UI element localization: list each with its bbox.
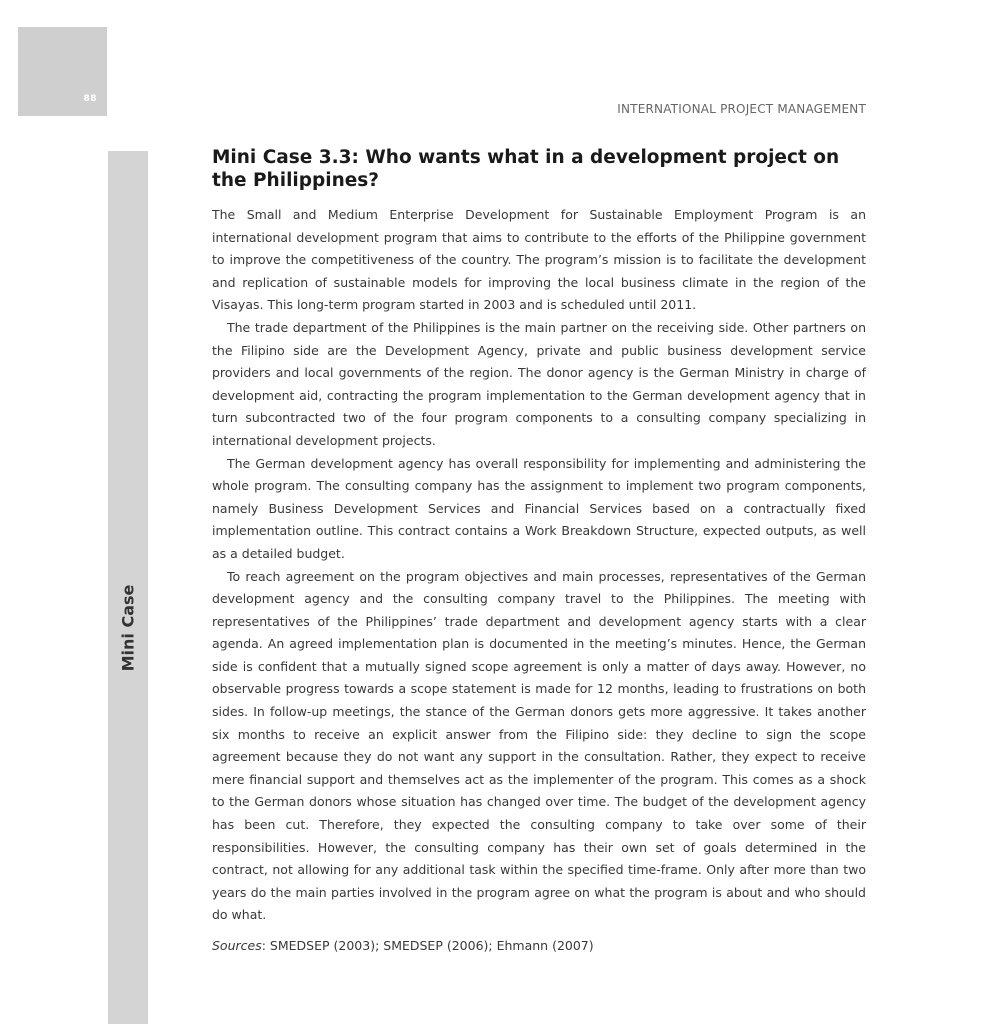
paragraph-4: To reach agreement on the program objectives and main processes, representatives of the German development agency and the consulting company travel to the Philippines. The meeting with representatives of the Philippines’ trade department and development agency starts with a clear agenda. An agreed implementation plan is documented in the meeting’s minutes. Hence, the German side is confident that a mutually signed scope agreement is only a matter of days away. However, no observable progress towards a scope statement is made for 12 months, leading to frustrations on both sides. In follow-up meetings, the stance of the German donors gets more aggressive. It takes another six months to receive an explicit answer from the Filipino side: they decline to sign the scope agreement because they do not want any support in the consultation. Rather, they expect to receive mere financial support and themselves act as the implementer of the program. This comes as a shock to the German donors whose situation has changed over time. The budget of the development agency has been cut. Therefore, they expected the consulting company to take over some of their responsibilities. However, the consulting company has their own set of goals determined in the contract, not allowing for any additional task within the specified time-frame. Only after more than two years do the main parties involved in the program agree on what the program is about and who should do what. — [212, 568, 866, 923]
sources-label: Sources — [212, 938, 262, 953]
paragraph-3: The German development agency has overall responsibility for implementing and administering the whole program. The consulting company has the assignment to implement two program components, namely Business Development Services and Financial Services based on a contractually fixed implementation outline. This contract contains a Work Breakdown Structure, expected outputs, as well as a detailed budget. — [212, 455, 866, 561]
running-header: INTERNATIONAL PROJECT MANAGEMENT — [617, 102, 866, 116]
paragraph-2: The trade department of the Philippines is the main partner on the receiving side. Other partners on the Filipino side are the Development Agency, private and public business development service providers and local governments of the region. The donor agency is the German Ministry in charge of development aid, contracting the program implementation to the German development agency that in turn subcontracted two of the four program components to a consulting company specializing in international development projects. — [212, 319, 866, 448]
mini-case-title: Mini Case 3.3: Who wants what in a development project on the Philippines? — [212, 147, 840, 191]
side-tab-label: Mini Case — [118, 584, 138, 672]
page-number-box — [18, 27, 107, 116]
sources-line — [212, 935, 866, 957]
sources-text: : SMEDSEP (2003); SMEDSEP (2006); Ehmann (2007) — [261, 938, 594, 953]
page-number: 88 — [83, 94, 97, 104]
mini-case-content — [212, 146, 866, 957]
paragraph-1: The Small and Medium Enterprise Development for Sustainable Employment Program is an international development program that aims to contribute to the efforts of the Philippine government to improve the competitiveness of the country. The program’s mission is to facilitate the development and replication of sustainable models for improving the local business climate in the region of the Visayas. This long-term program started in 2003 and is scheduled until 2011. — [212, 207, 866, 313]
